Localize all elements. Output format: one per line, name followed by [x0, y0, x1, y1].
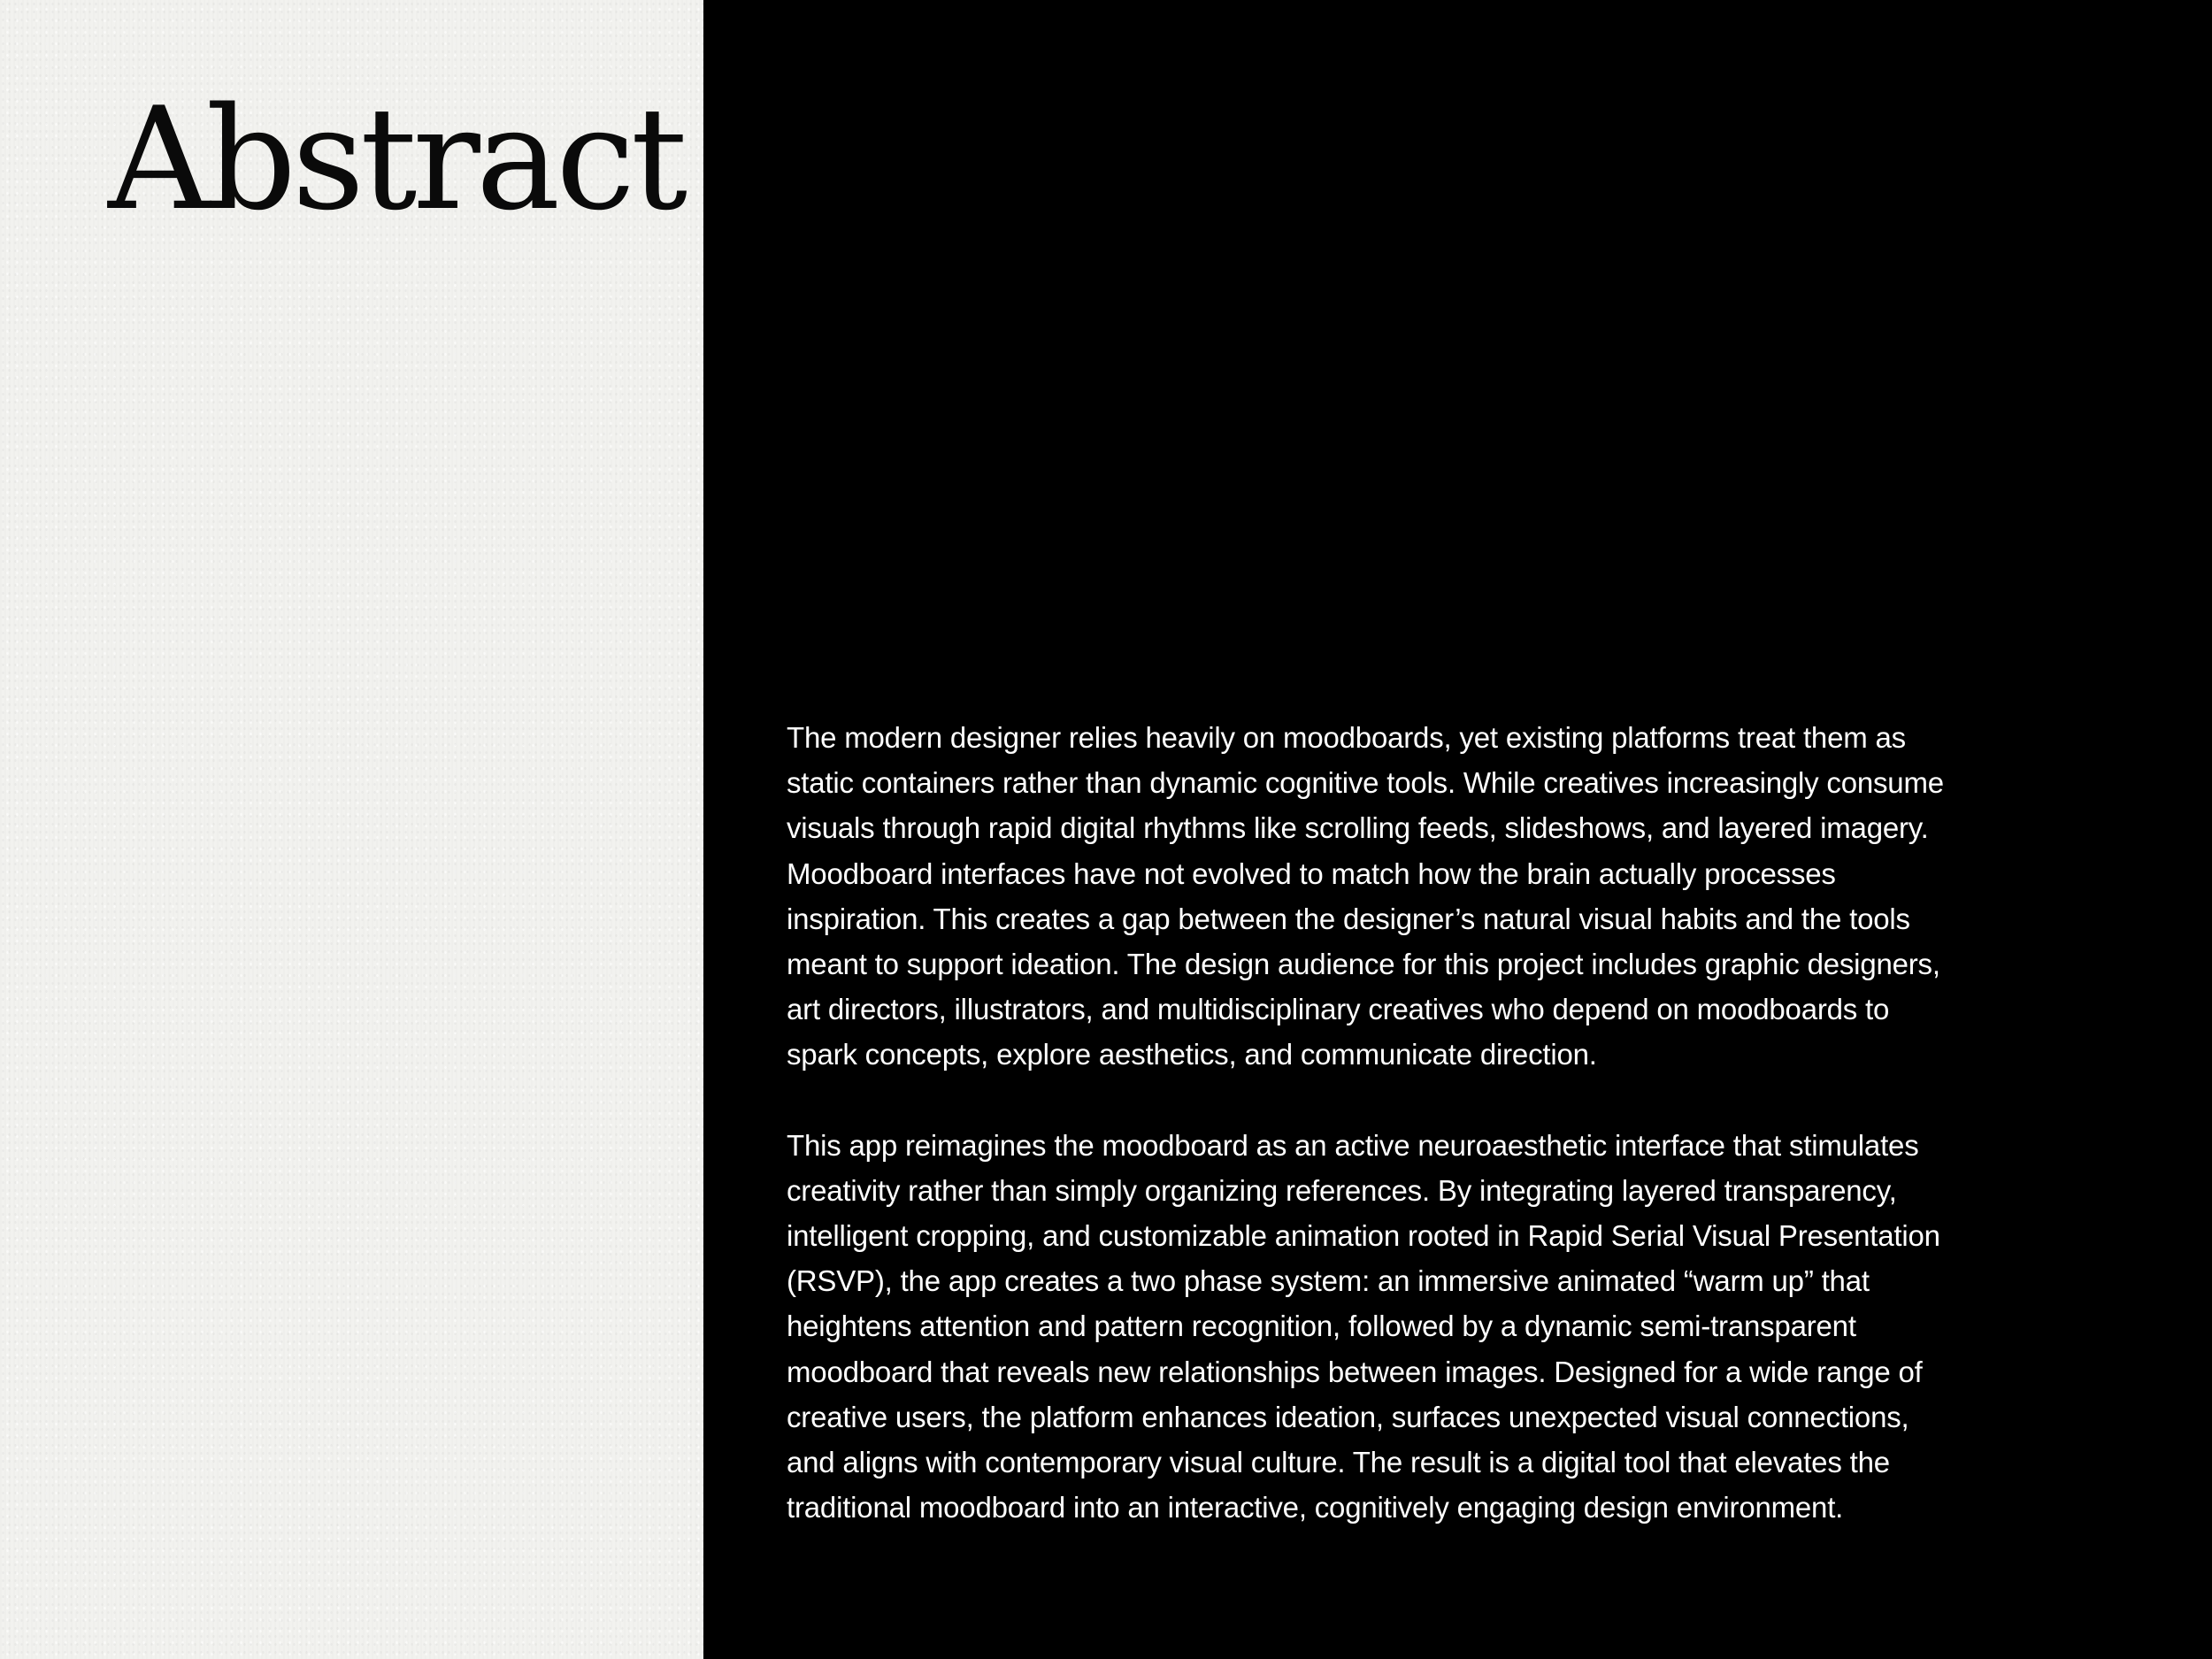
text-line: visuals through rapid digital rhythms like scrolling feeds, slideshows, and layered imagery.	[787, 811, 1929, 845]
abstract-paragraph-2	[787, 1123, 2061, 1531]
text-line: creative users, the platform enhances ideation, surfaces unexpected visual connections,	[787, 1400, 1909, 1433]
text-line: The modern designer relies heavily on moodboards, yet existing platforms treat them as	[787, 721, 1906, 754]
text-line: creativity rather than simply organizing references. By integrating layered transparency,	[787, 1173, 1897, 1207]
abstract-body	[787, 715, 2061, 1530]
text-line: spark concepts, explore aesthetics, and communicate direction.	[787, 1038, 1597, 1071]
text-line: static containers rather than dynamic cognitive tools. While creatives increasingly consume	[787, 766, 1944, 800]
text-line: This app reimagines the moodboard as an active neuroaesthetic interface that stimulates	[787, 1128, 1919, 1162]
paper-texture-panel	[0, 0, 703, 1659]
text-line: art directors, illustrators, and multidisciplinary creatives who depend on moodboards to	[787, 993, 1890, 1026]
text-line: (RSVP), the app creates a two phase system: an immersive animated “warm up” that	[787, 1264, 1870, 1298]
text-line: intelligent cropping, and customizable animation rooted in Rapid Serial Visual Presentation	[787, 1219, 1940, 1253]
text-line: meant to support ideation. The design audience for this project includes graphic designers,	[787, 948, 1940, 981]
text-line: inspiration. This creates a gap between the designer’s natural visual habits and the tools	[787, 902, 1910, 935]
abstract-paragraph-1	[787, 715, 2061, 1078]
text-line: Moodboard interfaces have not evolved to match how the brain actually processes	[787, 856, 1836, 890]
text-line: heightens attention and pattern recognition, followed by a dynamic semi-transparent	[787, 1310, 1856, 1343]
text-line: and aligns with contemporary visual culture. The result is a digital tool that elevates the	[787, 1446, 1890, 1479]
text-line: moodboard that reveals new relationships between images. Designed for a wide range of	[787, 1355, 1923, 1388]
page-title: Abstract	[108, 76, 684, 242]
text-line: traditional moodboard into an interactive, cognitively engaging design environment.	[787, 1491, 1844, 1525]
